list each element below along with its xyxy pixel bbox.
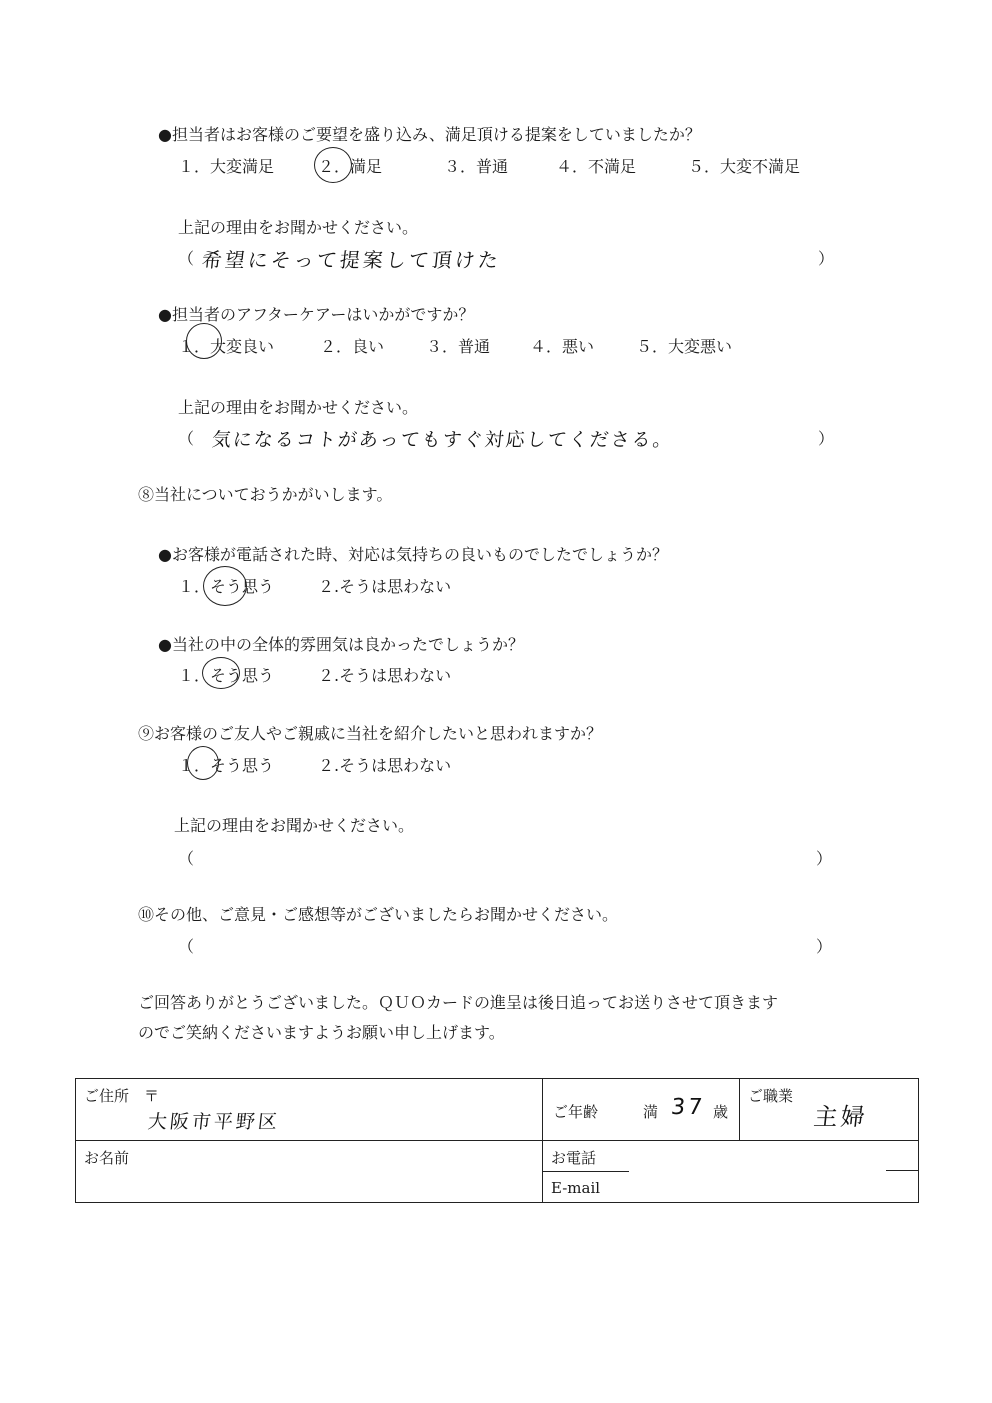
q-proposal-option-2[interactable]: ２．満足 [318,157,383,176]
section9-option-1[interactable]: １．そう思う [178,756,275,775]
name-label: お名前 [84,1149,130,1167]
selected-answer-circle [314,147,352,183]
age-cell[interactable] [543,1079,740,1141]
age-value[interactable]: 37 [669,1095,707,1120]
address-cell[interactable] [76,1079,543,1141]
q-atmosphere-option-1[interactable]: １．そう思う [178,666,275,685]
open-paren: （ [178,849,195,868]
occupation-label: ご職業 [748,1087,794,1105]
customer-info-table [75,1078,919,1203]
q-proposal-question: ●担当者はお客様のご要望を盛り込み、満足頂ける提案をしていましたか？ [158,125,701,144]
q-proposal-option-5[interactable]: ５．大変不満足 [688,157,801,176]
q-aftercare-option-3[interactable]: ３．普通 [426,337,491,356]
close-paren: ） [816,849,833,868]
section9-option-2[interactable]: ２.そうは思わない [318,756,452,775]
q-aftercare-option-1[interactable]: １．大変良い [178,337,275,356]
contact-cell [543,1141,919,1203]
q-aftercare-question: ●担当者のアフターケアーはいかがですか？ [158,305,475,324]
section9-reason-label: 上記の理由をお聞かせください。 [174,816,415,835]
phone-divider [543,1171,629,1172]
closing-line-2: のでご笑納くださいますようお願い申し上げます。 [138,1023,505,1042]
q-atmosphere-question: ●当社の中の全体的雰囲気は良かったでしょうか？ [158,635,524,654]
occupation-value[interactable]: 主婦 [812,1103,870,1131]
q-phone-option-1[interactable]: １．そう思う [178,577,275,596]
occupation-cell[interactable] [740,1079,919,1141]
close-paren: ） [816,937,833,956]
q-proposal-answer[interactable]: 希望にそって提案して頂けた [200,248,503,272]
address-label: ご住所 〒 [84,1087,160,1105]
closing-line-1: ご回答ありがとうございました。ＱＵＯカードの進呈は後日追ってお送りさせて頂きます [138,993,779,1012]
q-aftercare-answer[interactable]: 気になるコトがあってもすぐ対応してくださる。 [210,429,675,451]
section9-question: ⑨お客様のご友人やご親戚に当社を紹介したいと思われますか？ [138,724,603,743]
selected-answer-circle [187,746,219,780]
selected-answer-circle [186,323,222,359]
q-phone-question: ●お客様が電話された時、対応は気持ちの良いものでしたでしょうか？ [158,545,668,564]
close-paren: ） [818,249,835,268]
q-proposal-option-3[interactable]: ３．普通 [444,157,509,176]
age-suffix: 歳 [713,1103,729,1121]
open-paren: （ [178,249,195,268]
email-label: E-mail [551,1179,601,1197]
q-proposal-option-1[interactable]: １．大変満足 [178,157,275,176]
name-cell[interactable] [76,1141,543,1203]
q-atmosphere-option-2[interactable]: ２.そうは思わない [318,666,452,685]
age-label: ご年齢 [553,1103,599,1121]
open-paren: （ [178,429,195,448]
q-aftercare-option-2[interactable]: ２．良い [320,337,385,356]
q-aftercare-option-4[interactable]: ４．悪い [530,337,595,356]
q-aftercare-option-5[interactable]: ５．大変悪い [636,337,733,356]
address-value[interactable]: 大阪市平野区 [146,1111,282,1133]
section8-title: ⑧当社についておうかがいします。 [138,485,393,504]
age-prefix: 満 [643,1103,659,1121]
phone-label: お電話 [551,1149,597,1167]
phone-divider [886,1170,918,1171]
close-paren: ） [818,429,835,448]
q-proposal-option-4[interactable]: ４．不満足 [556,157,637,176]
q-proposal-reason-label: 上記の理由をお聞かせください。 [178,218,419,237]
open-paren: （ [178,937,195,956]
section10-question: ⑩その他、ご意見・ご感想等がございましたらお聞かせください。 [138,905,619,924]
q-aftercare-reason-label: 上記の理由をお聞かせください。 [178,398,419,417]
selected-answer-circle [203,566,247,606]
q-phone-option-2[interactable]: ２.そうは思わない [318,577,452,596]
selected-answer-circle [202,657,240,689]
